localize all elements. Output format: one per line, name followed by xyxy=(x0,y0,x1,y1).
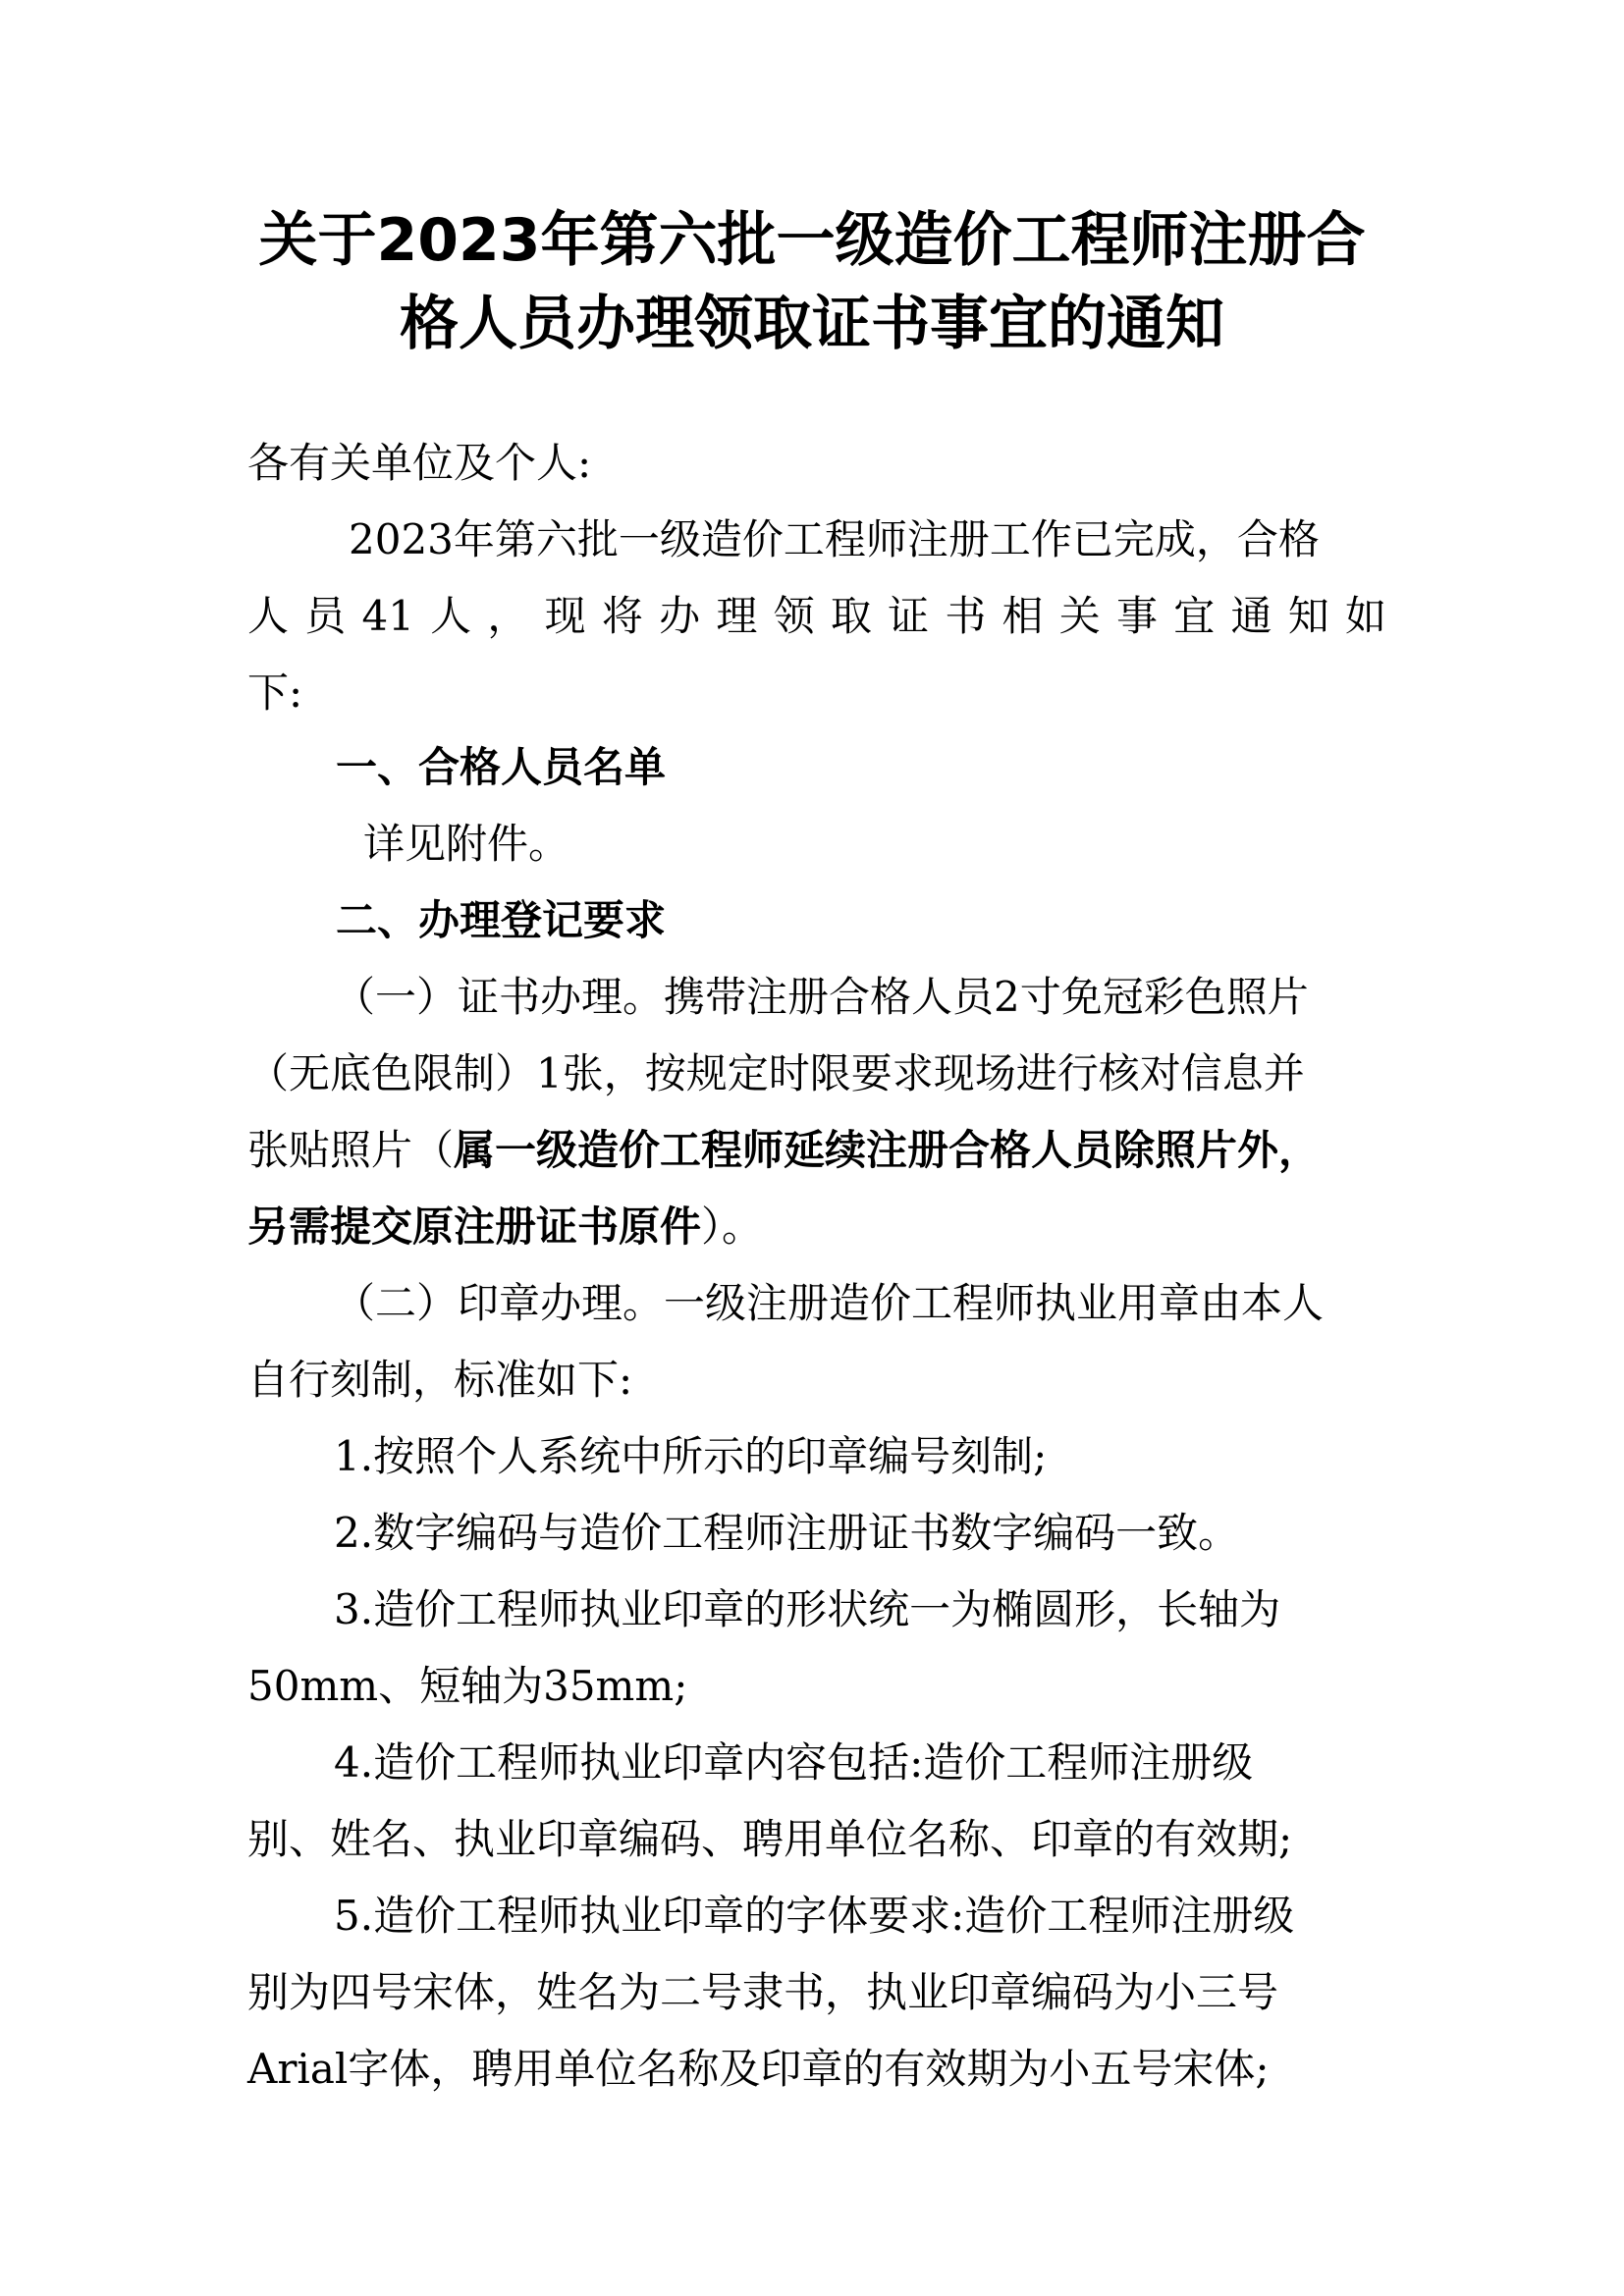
intro-paragraph-line-3: 下: xyxy=(247,668,303,717)
seal-item-line-1: （二）印章办理。一级注册造价工程师执业用章由本人 xyxy=(334,1279,1325,1327)
certificate-item-line-2: （无底色限制）1张，按规定时限要求现场进行核对信息并 xyxy=(247,1049,1305,1097)
salutation: 各有关单位及个人: xyxy=(247,439,592,487)
certificate-item-line-1: （一）证书办理。携带注册合格人员2寸免冠彩色照片 xyxy=(334,973,1309,1021)
certificate-original-note: 另需提交原注册证书原件 xyxy=(247,1202,702,1251)
seal-rule-5-line-1: 5.造价工程师执业印章的字体要求:造价工程师注册级 xyxy=(334,1892,1295,1940)
seal-item-line-2: 自行刻制，标准如下: xyxy=(247,1356,633,1404)
seal-rule-3-line-2: 50mm、短轴为35mm; xyxy=(247,1662,688,1710)
certificate-item-line-3 xyxy=(247,1121,1386,1180)
seal-rule-3-line-1: 3.造价工程师执业印章的形状统一为椭圆形，长轴为 xyxy=(334,1585,1281,1633)
seal-rule-2: 2.数字编码与造价工程师注册证书数字编码一致。 xyxy=(334,1509,1240,1557)
seal-rule-4-line-2: 别、姓名、执业印章编码、聘用单位名称、印章的有效期; xyxy=(247,1815,1293,1863)
certificate-item-line-4 xyxy=(247,1198,1386,1256)
certificate-item-line-4-suffix: ）。 xyxy=(701,1202,764,1251)
intro-paragraph-line-1: 2023年第六批一级造价工程师注册工作已完成，合格 xyxy=(349,515,1320,563)
document-title-line-2: 格人员办理领取证书事宜的通知 xyxy=(400,290,1224,358)
certificate-item-line-3-prefix: 张贴照片（ xyxy=(247,1126,455,1174)
seal-rule-5-line-2: 别为四号宋体，姓名为二号隶书，执业印章编码为小三号 xyxy=(247,1968,1279,2016)
section-1-text: 详见附件。 xyxy=(363,820,570,868)
seal-rule-1: 1.按照个人系统中所示的印章编号刻制; xyxy=(334,1432,1048,1480)
section-1-heading: 一、合格人员名单 xyxy=(336,743,667,791)
seal-rule-4-line-1: 4.造价工程师执业印章内容包括:造价工程师注册级 xyxy=(334,1738,1254,1787)
certificate-renewal-note: 属一级造价工程师延续注册合格人员除照片外， xyxy=(454,1126,1321,1174)
intro-paragraph-line-2: 人员41人，现将办理领取证书相关事宜通知如 xyxy=(247,592,1386,640)
section-2-heading: 二、办理登记要求 xyxy=(336,896,667,944)
seal-rule-5-line-3: Arial字体，聘用单位名称及印章的有效期为小五号宋体; xyxy=(247,2045,1270,2093)
document-title-line-1: 关于2023年第六批一级造价工程师注册合 xyxy=(258,206,1366,275)
